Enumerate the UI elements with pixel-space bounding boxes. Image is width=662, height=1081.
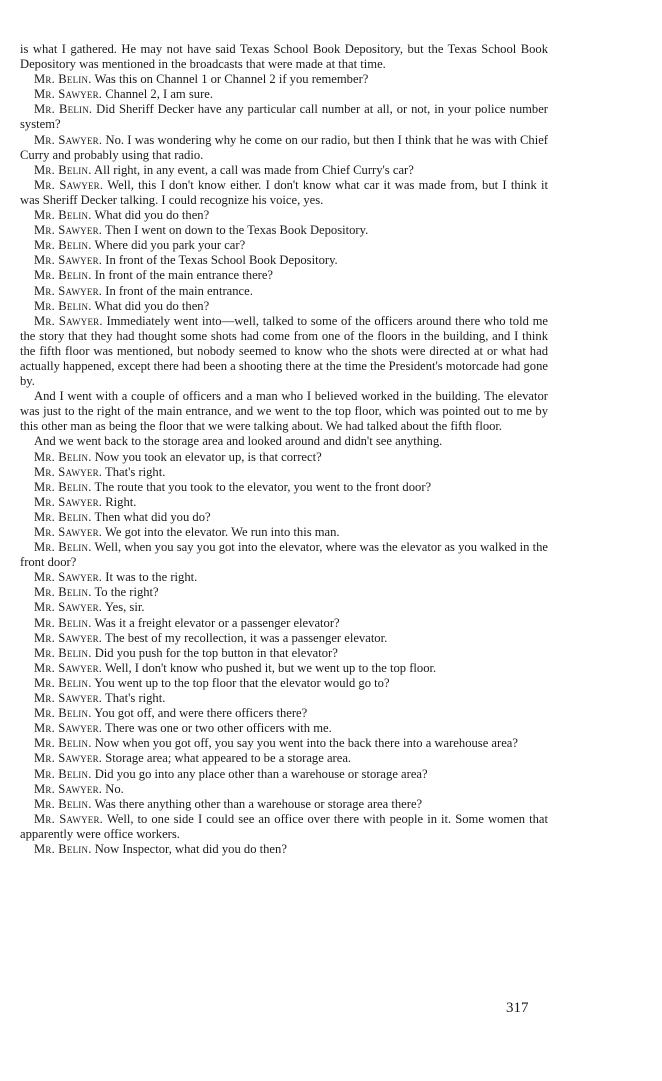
transcript-paragraph [20, 163, 548, 178]
transcript-paragraph [20, 570, 548, 585]
paragraph-text: What did you do then? [94, 208, 210, 223]
transcript-paragraph [20, 691, 548, 706]
transcript-paragraph [20, 480, 548, 495]
speaker-label: Mr. Sawyer. [34, 660, 103, 675]
speaker-label: Mr. Sawyer. [34, 464, 103, 479]
paragraph-text: Now when you got off, you say you went into the back there into a warehouse area? [94, 736, 518, 751]
speaker-label: Mr. Belin. [34, 298, 92, 313]
transcript-paragraph [20, 102, 548, 132]
transcript-paragraph [20, 751, 548, 766]
paragraph-text: The route that you took to the elevator, you went to the front door? [94, 479, 432, 494]
speaker-label: Mr. Sawyer. [34, 751, 103, 766]
transcript-paragraph [20, 510, 548, 525]
transcript-paragraph [20, 842, 548, 857]
speaker-label: Mr. Sawyer. [34, 494, 103, 509]
speaker-label: Mr. Belin. [34, 615, 92, 630]
speaker-label: Mr. Sawyer. [34, 177, 104, 192]
paragraph-text: To the right? [94, 585, 159, 600]
paragraph-text: Well, to one side I could see an office over there with people in it. Some women that apparently were office workers. [20, 811, 548, 841]
transcript-paragraph [20, 450, 548, 465]
speaker-label: Mr. Sawyer. [34, 223, 103, 238]
transcript-paragraph [20, 178, 548, 208]
paragraph-text: Was there anything other than a warehouse or storage area there? [94, 796, 423, 811]
paragraph-text: In front of the main entrance there? [94, 268, 274, 283]
paragraph-text: You got off, and were there officers there? [94, 706, 308, 721]
transcript-paragraph [20, 706, 548, 721]
paragraph-text: Well, when you say you got into the elevator, where was the elevator as you walked in the front door? [20, 540, 548, 570]
speaker-label: Mr. Belin. [34, 238, 92, 253]
paragraph-text: You went up to the top floor that the elevator would go to? [94, 675, 390, 690]
page-number: 317 [506, 1000, 529, 1016]
speaker-label: Mr. Belin. [34, 102, 93, 117]
speaker-label: Mr. Belin. [34, 766, 92, 781]
speaker-label: Mr. Sawyer. [34, 313, 103, 328]
transcript-paragraph [20, 87, 548, 102]
speaker-label: Mr. Sawyer. [34, 600, 103, 615]
speaker-label: Mr. Sawyer. [34, 283, 103, 298]
paragraph-text: Did you push for the top button in that elevator? [94, 645, 338, 660]
transcript-paragraph [20, 434, 548, 449]
paragraph-text: Channel 2, I am sure. [105, 87, 213, 102]
transcript-paragraph [20, 661, 548, 676]
transcript-paragraph [20, 208, 548, 223]
paragraph-text: The best of my recollection, it was a passenger elevator. [105, 630, 388, 645]
paragraph-text: Where did you park your car? [94, 238, 246, 253]
speaker-label: Mr. Belin. [34, 540, 92, 555]
transcript-paragraph [20, 540, 548, 570]
transcript-paragraph [20, 465, 548, 480]
paragraph-text: Right. [105, 494, 137, 509]
speaker-label: Mr. Belin. [34, 208, 92, 223]
transcript-paragraph [20, 42, 548, 72]
transcript-paragraph [20, 389, 548, 434]
speaker-label: Mr. Sawyer. [34, 781, 103, 796]
speaker-label: Mr. Sawyer. [34, 132, 103, 147]
transcript-paragraph [20, 72, 548, 87]
transcript-paragraph [20, 238, 548, 253]
paragraph-text: Yes, sir. [104, 600, 145, 615]
paragraph-text: No. I was wondering why he come on our radio, but then I think that he was with Chief Curry and probably using that radio. [20, 132, 548, 162]
transcript-paragraph [20, 616, 548, 631]
paragraph-text: Storage area; what appeared to be a storage area. [105, 751, 352, 766]
speaker-label: Mr. Sawyer. [34, 525, 103, 539]
transcript-paragraph [20, 585, 548, 600]
speaker-label: Mr. Sawyer. [34, 691, 103, 706]
speaker-label: Mr. Belin. [34, 675, 92, 690]
speaker-label: Mr. Belin. [34, 585, 92, 600]
speaker-label: Mr. Belin. [34, 72, 92, 87]
transcript-paragraph [20, 631, 548, 646]
paragraph-text: Now you took an elevator up, is that correct? [94, 449, 322, 464]
speaker-label: Mr. Belin. [34, 645, 92, 660]
transcript-paragraph [20, 736, 548, 751]
speaker-label: Mr. Belin. [34, 796, 92, 811]
paragraph-text: All right, in any event, a call was made from Chief Curry's car? [94, 162, 414, 177]
paragraph-text: No. [105, 781, 124, 796]
transcript-paragraph [20, 495, 548, 510]
transcript-paragraph [20, 223, 548, 238]
paragraph-text: That's right. [105, 691, 166, 706]
transcript-paragraph [20, 284, 548, 299]
transcript-paragraph [20, 797, 548, 812]
paragraph-text: Immediately went into—well, talked to some of the officers around there who told me the story that they had thought some shots had come from one of the floors in the building, and I think the fifth floor was mentioned, but nobody seemed to know who the shots were directed at or what had actually happened, except there had been a shooting there at the time the President's motorcade had gone by. [20, 313, 549, 389]
speaker-label: Mr. Belin. [34, 162, 92, 177]
paragraph-text: Now Inspector, what did you do then? [94, 841, 287, 856]
transcript-paragraph [20, 299, 548, 314]
speaker-label: Mr. Belin. [34, 449, 92, 464]
speaker-label: Mr. Sawyer. [34, 253, 103, 268]
paragraph-text: is what I gathered. He may not have said Texas School Book Depository, but the Texas School Book Depository was mentioned in the broadcasts that were made at that time. [20, 42, 548, 72]
paragraph-text: Well, I don't know who pushed it, but we went up to the top floor. [105, 660, 437, 675]
paragraph-text: That's right. [105, 464, 166, 479]
paragraph-text: Then I went on down to the Texas Book Depository. [105, 223, 369, 238]
transcript-paragraph [20, 600, 548, 615]
paragraph-text: Did you go into any place other than a warehouse or storage area? [94, 766, 428, 781]
paragraph-text: In front of the main entrance. [105, 283, 253, 298]
transcript-paragraph [20, 268, 548, 283]
speaker-label: Mr. Belin. [34, 706, 92, 721]
paragraph-text: In front of the Texas School Book Depository. [105, 253, 338, 268]
speaker-label: Mr. Belin. [34, 509, 92, 524]
transcript-paragraph [20, 525, 548, 540]
transcript-paragraph [20, 782, 548, 797]
paragraph-text: What did you do then? [94, 298, 210, 313]
speaker-label: Mr. Belin. [34, 268, 92, 283]
speaker-label: Mr. Belin. [34, 479, 92, 494]
speaker-label: Mr. Sawyer. [34, 721, 103, 736]
speaker-label: Mr. Sawyer. [34, 811, 104, 826]
paragraph-text: We got into the elevator. We run into this man. [105, 525, 340, 539]
speaker-label: Mr. Sawyer. [34, 570, 103, 585]
paragraph-text: Was it a freight elevator or a passenger elevator? [94, 615, 340, 630]
transcript-paragraph [20, 767, 548, 782]
transcript-page [20, 42, 548, 857]
transcript-paragraph [20, 812, 548, 842]
paragraph-text: Did Sheriff Decker have any particular call number at all, or not, in your police number system? [20, 102, 548, 132]
transcript-paragraph [20, 133, 548, 163]
speaker-label: Mr. Belin. [34, 736, 92, 751]
speaker-label: Mr. Sawyer. [34, 87, 103, 102]
transcript-paragraph [20, 646, 548, 661]
speaker-label: Mr. Belin. [34, 841, 92, 856]
transcript-paragraph [20, 253, 548, 268]
transcript-paragraph [20, 314, 548, 389]
transcript-paragraph [20, 721, 548, 736]
paragraph-text: Well, this I don't know either. I don't know what car it was made from, but I think it was Sheriff Decker talking. I could recognize his voice, yes. [20, 177, 548, 207]
paragraph-text: Was this on Channel 1 or Channel 2 if you remember? [94, 72, 369, 87]
paragraph-text: There was one or two other officers with me. [105, 721, 332, 736]
paragraph-text: It was to the right. [105, 570, 198, 585]
paragraph-text: And I went with a couple of officers and a man who I believed worked in the building. The elevator was just to the right of the main entrance, and we went to the top floor, which was pointed out to me by this other man as being the floor that we were talking about. We had talked about the fifth floor. [20, 389, 548, 434]
transcript-paragraph [20, 676, 548, 691]
paragraph-text: Then what did you do? [94, 509, 211, 524]
speaker-label: Mr. Sawyer. [34, 630, 103, 645]
paragraph-text: And we went back to the storage area and looked around and didn't see anything. [34, 434, 443, 449]
